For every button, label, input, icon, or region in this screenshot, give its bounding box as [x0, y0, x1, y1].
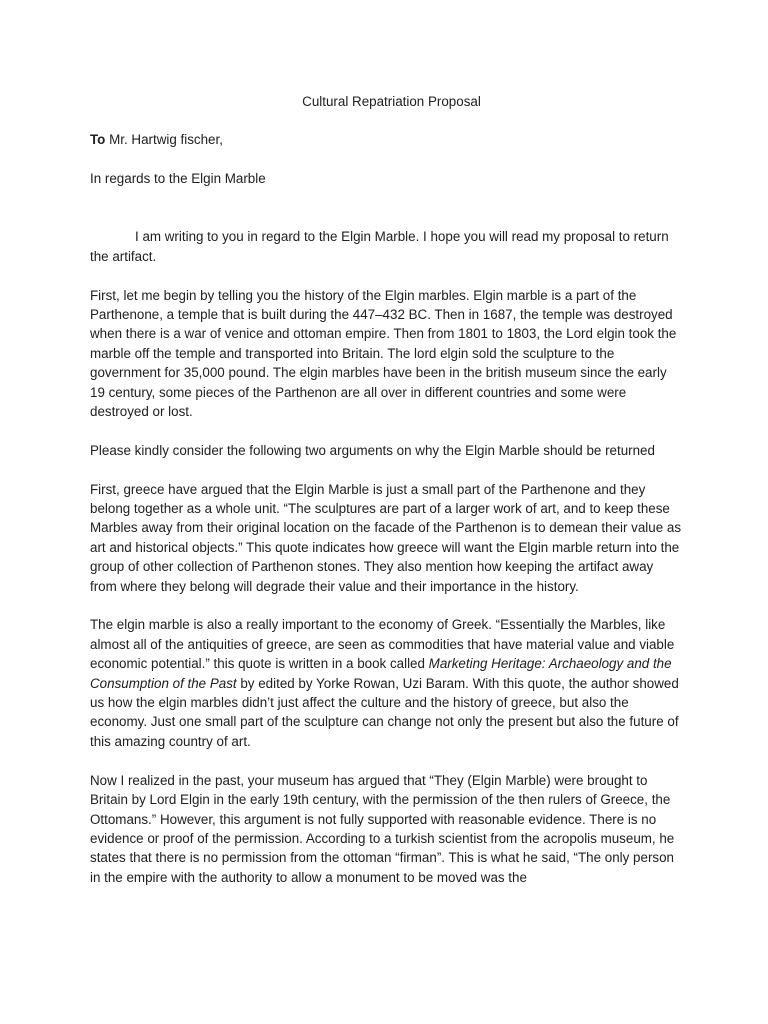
counter-argument-paragraph: Now I realized in the past, your museum has argued that “They (Elgin Marble) were brought to Britain by Lord Elgin in the early 19th century, with the permission of the then rulers of Greece, the Ottomans.” However, this argument is not fully supported with reasonable evidence. There is no evidence or proof of the permission. According to a turkish scientist from the acropolis museum, he states that there is no permission from the ottoman “firman”. This is what he said, “The only person in the empire with the authority to allow a monument to be moved was the [90, 772, 675, 885]
argument-two-text-after: by edited by Yorke Rowan, Uzi Baram. With this quote, the author showed us how the elgin marbles didn’t just affect the culture and the history of greece, but also the economy. Just one small part of the sculpture can change not only the present but also the future of this amazing country of art. [90, 675, 679, 749]
history-paragraph: First, let me begin by telling you the history of the Elgin marbles. Elgin marble is a part of the Parthenone, a temple that is built during the 447–432 BC. Then in 1687, the temple was destroyed when there is a war of venice and ottoman empire. Then from 1801 to 1803, the Lord elgin took the marble off the temple and transported into Britain. The lord elgin sold the sculpture to the government for 35,000 pound. The elgin marbles have been in the british museum since the early 19 century, some pieces of the Parthenon are all over in different countries and some were destroyed or lost. [90, 287, 677, 420]
intro-paragraph: I am writing to you in regard to the Elgin Marble. I hope you will read my proposal to return the artifact. [90, 229, 669, 264]
recipient-line [90, 130, 683, 149]
spacer [90, 208, 683, 227]
argument-two-text-before: The elgin marble is also a really important to the economy of Greek. “Essentially the Marbles, like almost all of the antiquities of greece, are seen as commodities that have material value and viable economic potential.” this quote is written in a book called [90, 617, 675, 672]
document-title: Cultural Repatriation Proposal [302, 94, 481, 109]
argument-one-paragraph: First, greece have argued that the Elgin Marble is just a small part of the Parthenone and they belong together as a whole unit. “The sculptures are part of a larger work of art, and to keep these Marbles away from their original location on the facade of the Parthenon is to demean their value as art and historical objects.” This quote indicates how greece will want the Elgin marble return into the group of other collection of Parthenon stones. They also mention how keeping the artifact away from where they belong will degrade their value and their importance in the history. [90, 481, 682, 594]
book-title: Marketing Heritage: Archaeology and the Consumption of the Past [90, 656, 672, 691]
argument-two-paragraph [90, 615, 683, 751]
arguments-intro-paragraph: Please kindly consider the following two arguments on why the Elgin Marble should be returned [90, 442, 655, 458]
recipient-name: Mr. Hartwig fischer, [105, 132, 223, 148]
regarding-line: In regards to the Elgin Marble [90, 171, 266, 187]
to-label: To [90, 132, 106, 148]
